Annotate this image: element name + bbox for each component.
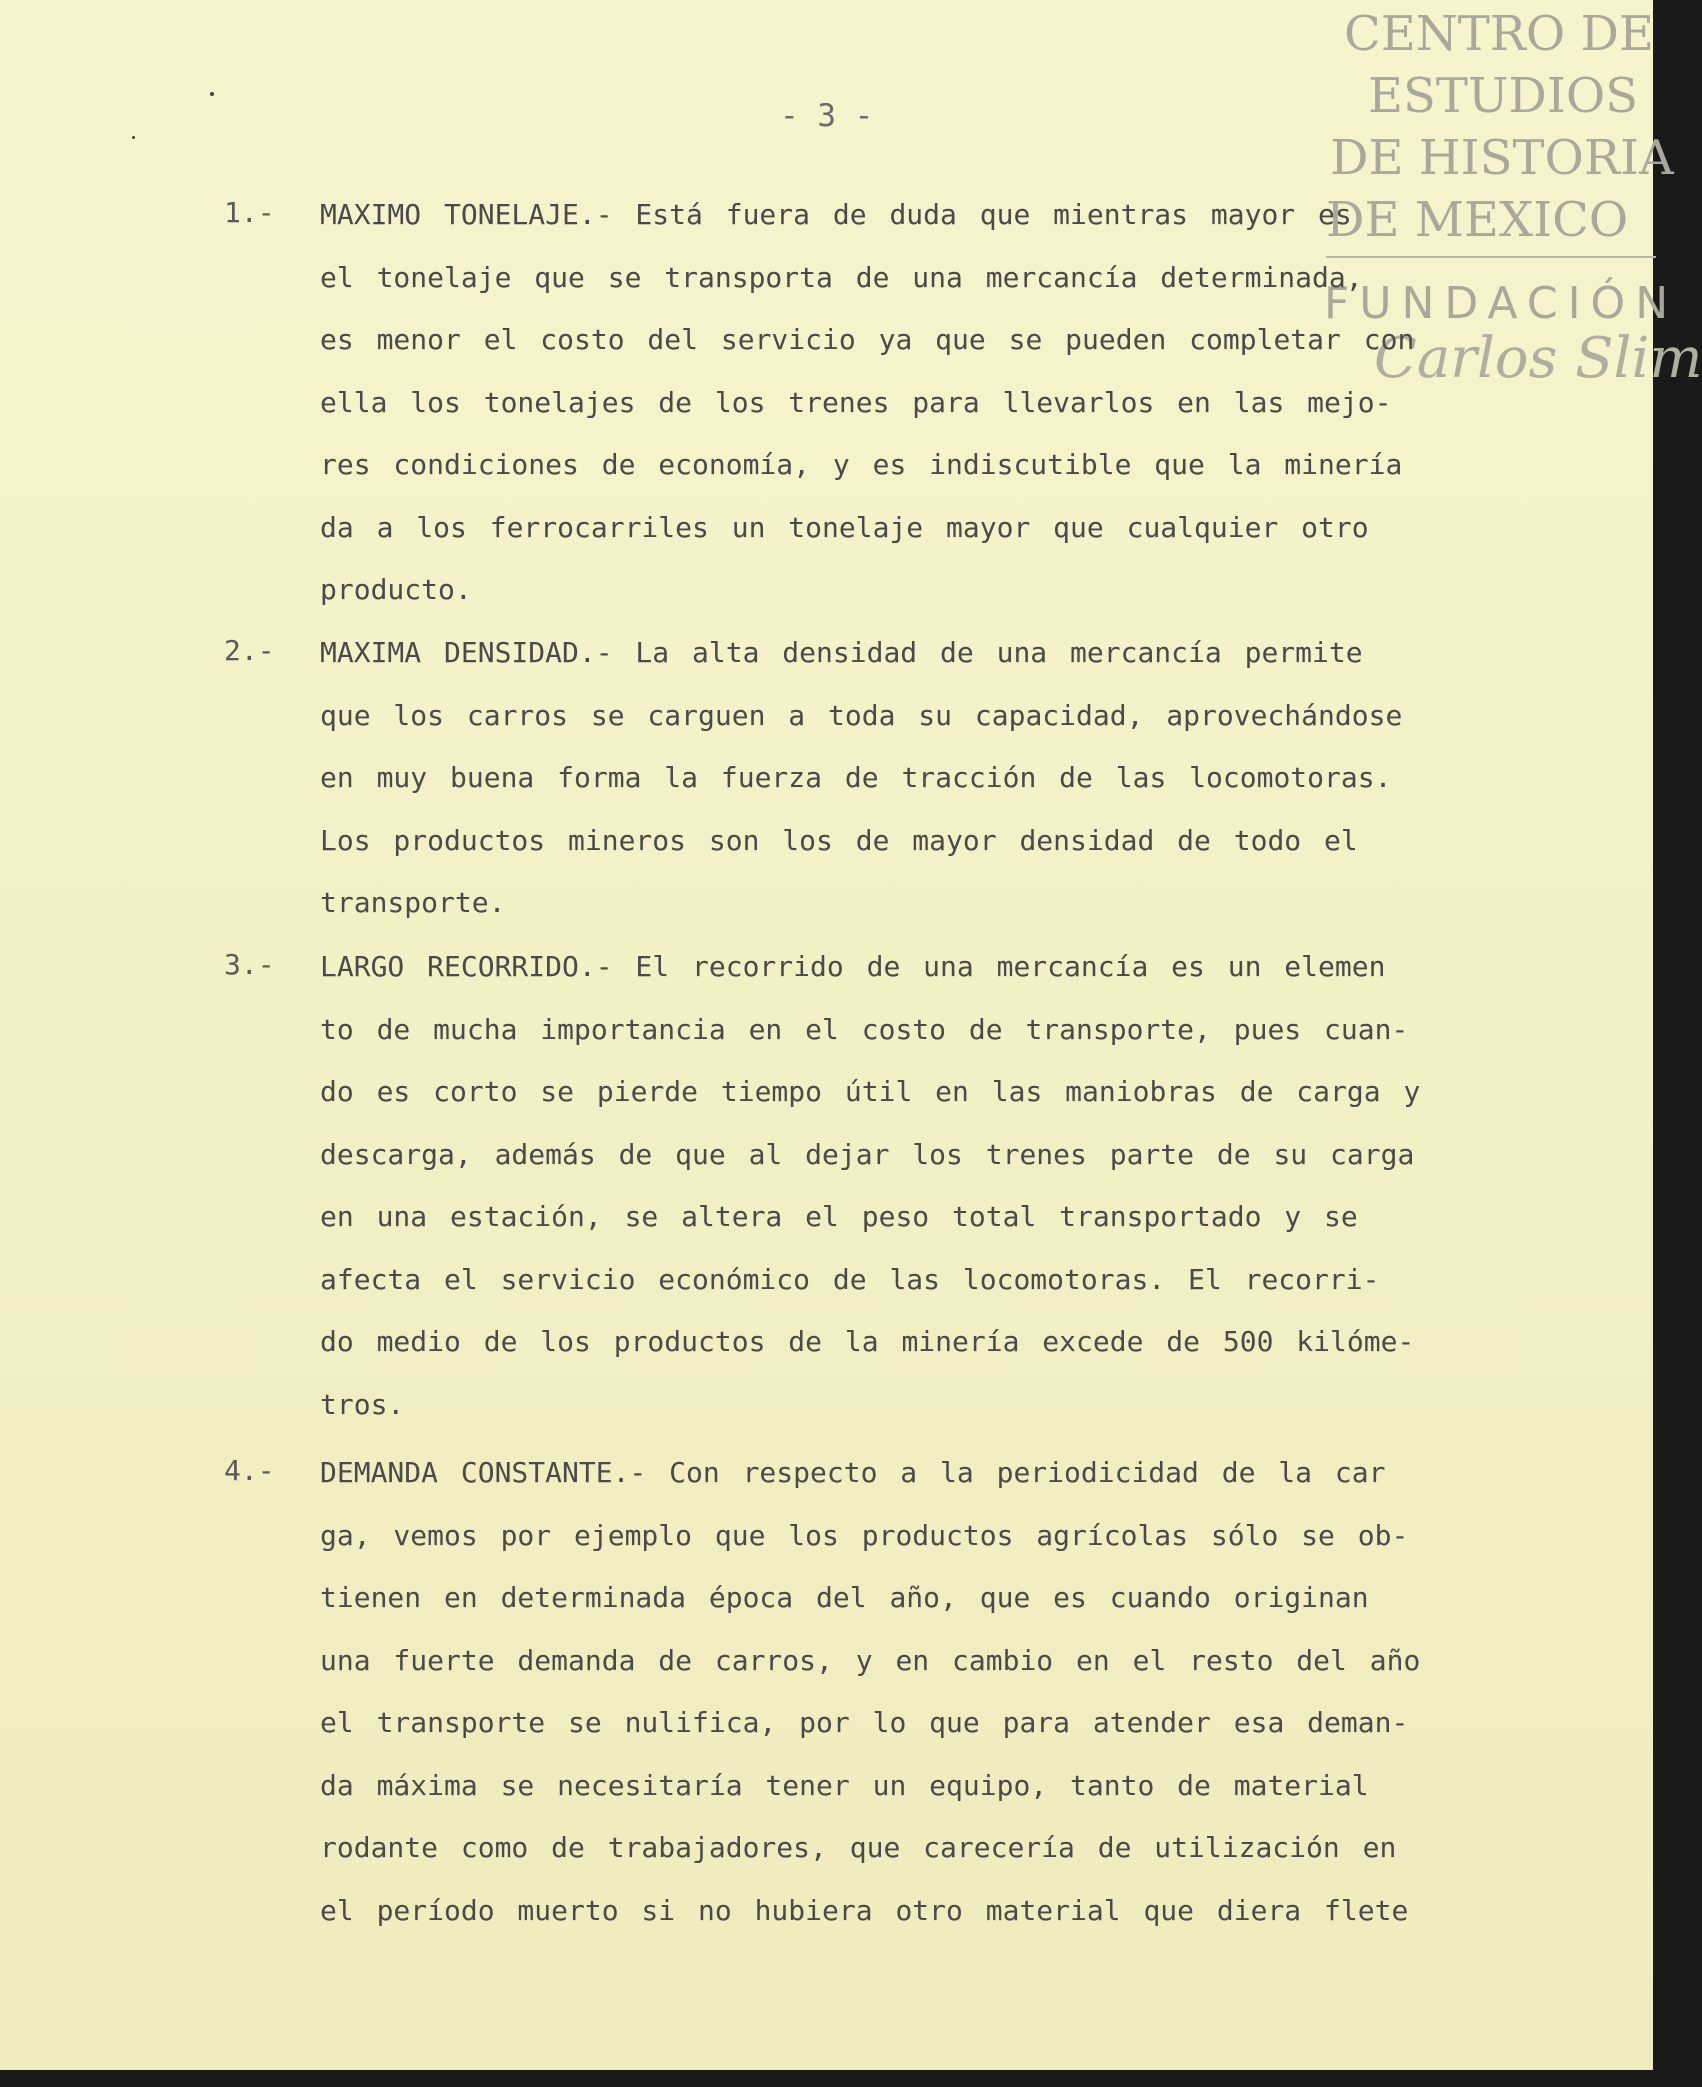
watermark-line: ESTUDIOS	[1368, 68, 1639, 124]
item-text	[320, 196, 1500, 634]
text-line: Los productos mineros son los de mayor densidad de todo el	[320, 823, 1358, 857]
text-line: ella los tonelajes de los trenes para llevarlos en las mejo-	[320, 385, 1392, 419]
text-line: que los carros se carguen a toda su capacidad, aprovechándose	[320, 698, 1403, 732]
text-line: MAXIMO TONELAJE.- Está fuera de duda que mientras mayor es	[320, 198, 1352, 231]
text-line: ga, vemos por ejemplo que los productos agrícolas sólo se ob-	[320, 1518, 1409, 1552]
text-line: descarga, además de que al dejar los trenes parte de su carga	[320, 1137, 1415, 1171]
text-line: en muy buena forma la fuerza de tracción de las locomotoras.	[320, 761, 1392, 794]
scan-border	[0, 2070, 1653, 2087]
text-line: el tonelaje que se transporta de una mercancía determinada,	[320, 260, 1363, 294]
text-line: rodante como de trabajadores, que carecería de utilización en	[320, 1831, 1397, 1864]
text-line: LARGO RECORRIDO.- El recorrido de una mercancía es un elemen	[320, 950, 1386, 983]
text-line: en una estación, se altera el peso total transportado y se	[320, 1200, 1358, 1233]
watermark-line: CENTRO DE	[1344, 6, 1655, 62]
item-number: 3.-	[224, 948, 275, 981]
text-line: DEMANDA CONSTANTE.- Con respecto a la periodicidad de la car	[320, 1456, 1386, 1489]
item-number: 4.-	[224, 1454, 275, 1487]
text-line: es menor el costo del servicio ya que se pueden completar con	[320, 323, 1415, 356]
item-text	[320, 1454, 1500, 1954]
item-text	[320, 948, 1500, 1448]
watermark-signature: Carlos Slim	[1374, 326, 1702, 391]
text-line: transporte.	[320, 886, 506, 919]
item-number: 2.-	[224, 634, 275, 667]
text-line: da a los ferrocarriles un tonelaje mayor que cualquier otro	[320, 510, 1369, 544]
text-line: el transporte se nulifica, por lo que para atender esa deman-	[320, 1706, 1409, 1739]
text-line: producto.	[320, 573, 472, 606]
text-line: una fuerte demanda de carros, y en cambio en el resto del año	[320, 1643, 1421, 1677]
text-line: da máxima se necesitaría tener un equipo, tanto de material	[320, 1768, 1369, 1802]
text-line: afecta el servicio económico de las locomotoras. El recorri-	[320, 1262, 1380, 1296]
text-line: el período muerto si no hubiera otro material que diera flete	[320, 1893, 1409, 1927]
watermark-line: DE MEXICO	[1326, 192, 1629, 248]
text-line: do es corto se pierde tiempo útil en las maniobras de carga y	[320, 1075, 1421, 1108]
watermark-line: DE HISTORIA	[1330, 130, 1674, 186]
speck-mark	[210, 92, 214, 96]
speck-mark	[132, 136, 135, 139]
item-number: 1.-	[224, 196, 275, 229]
text-line: res condiciones de economía, y es indiscutible que la minería	[320, 448, 1403, 481]
text-line: tros.	[320, 1387, 405, 1421]
text-line: tienen en determinada época del año, que es cuando originan	[320, 1581, 1369, 1614]
text-line: do medio de los productos de la minería excede de 500 kilóme-	[320, 1325, 1415, 1358]
watermark-fundacion: FUNDACIÓN	[1324, 278, 1679, 329]
item-text	[320, 634, 1500, 947]
text-line: to de mucha importancia en el costo de transporte, pues cuan-	[320, 1012, 1409, 1046]
page-number: - 3 -	[780, 98, 874, 134]
text-line: MAXIMA DENSIDAD.- La alta densidad de una mercancía permite	[320, 636, 1363, 669]
